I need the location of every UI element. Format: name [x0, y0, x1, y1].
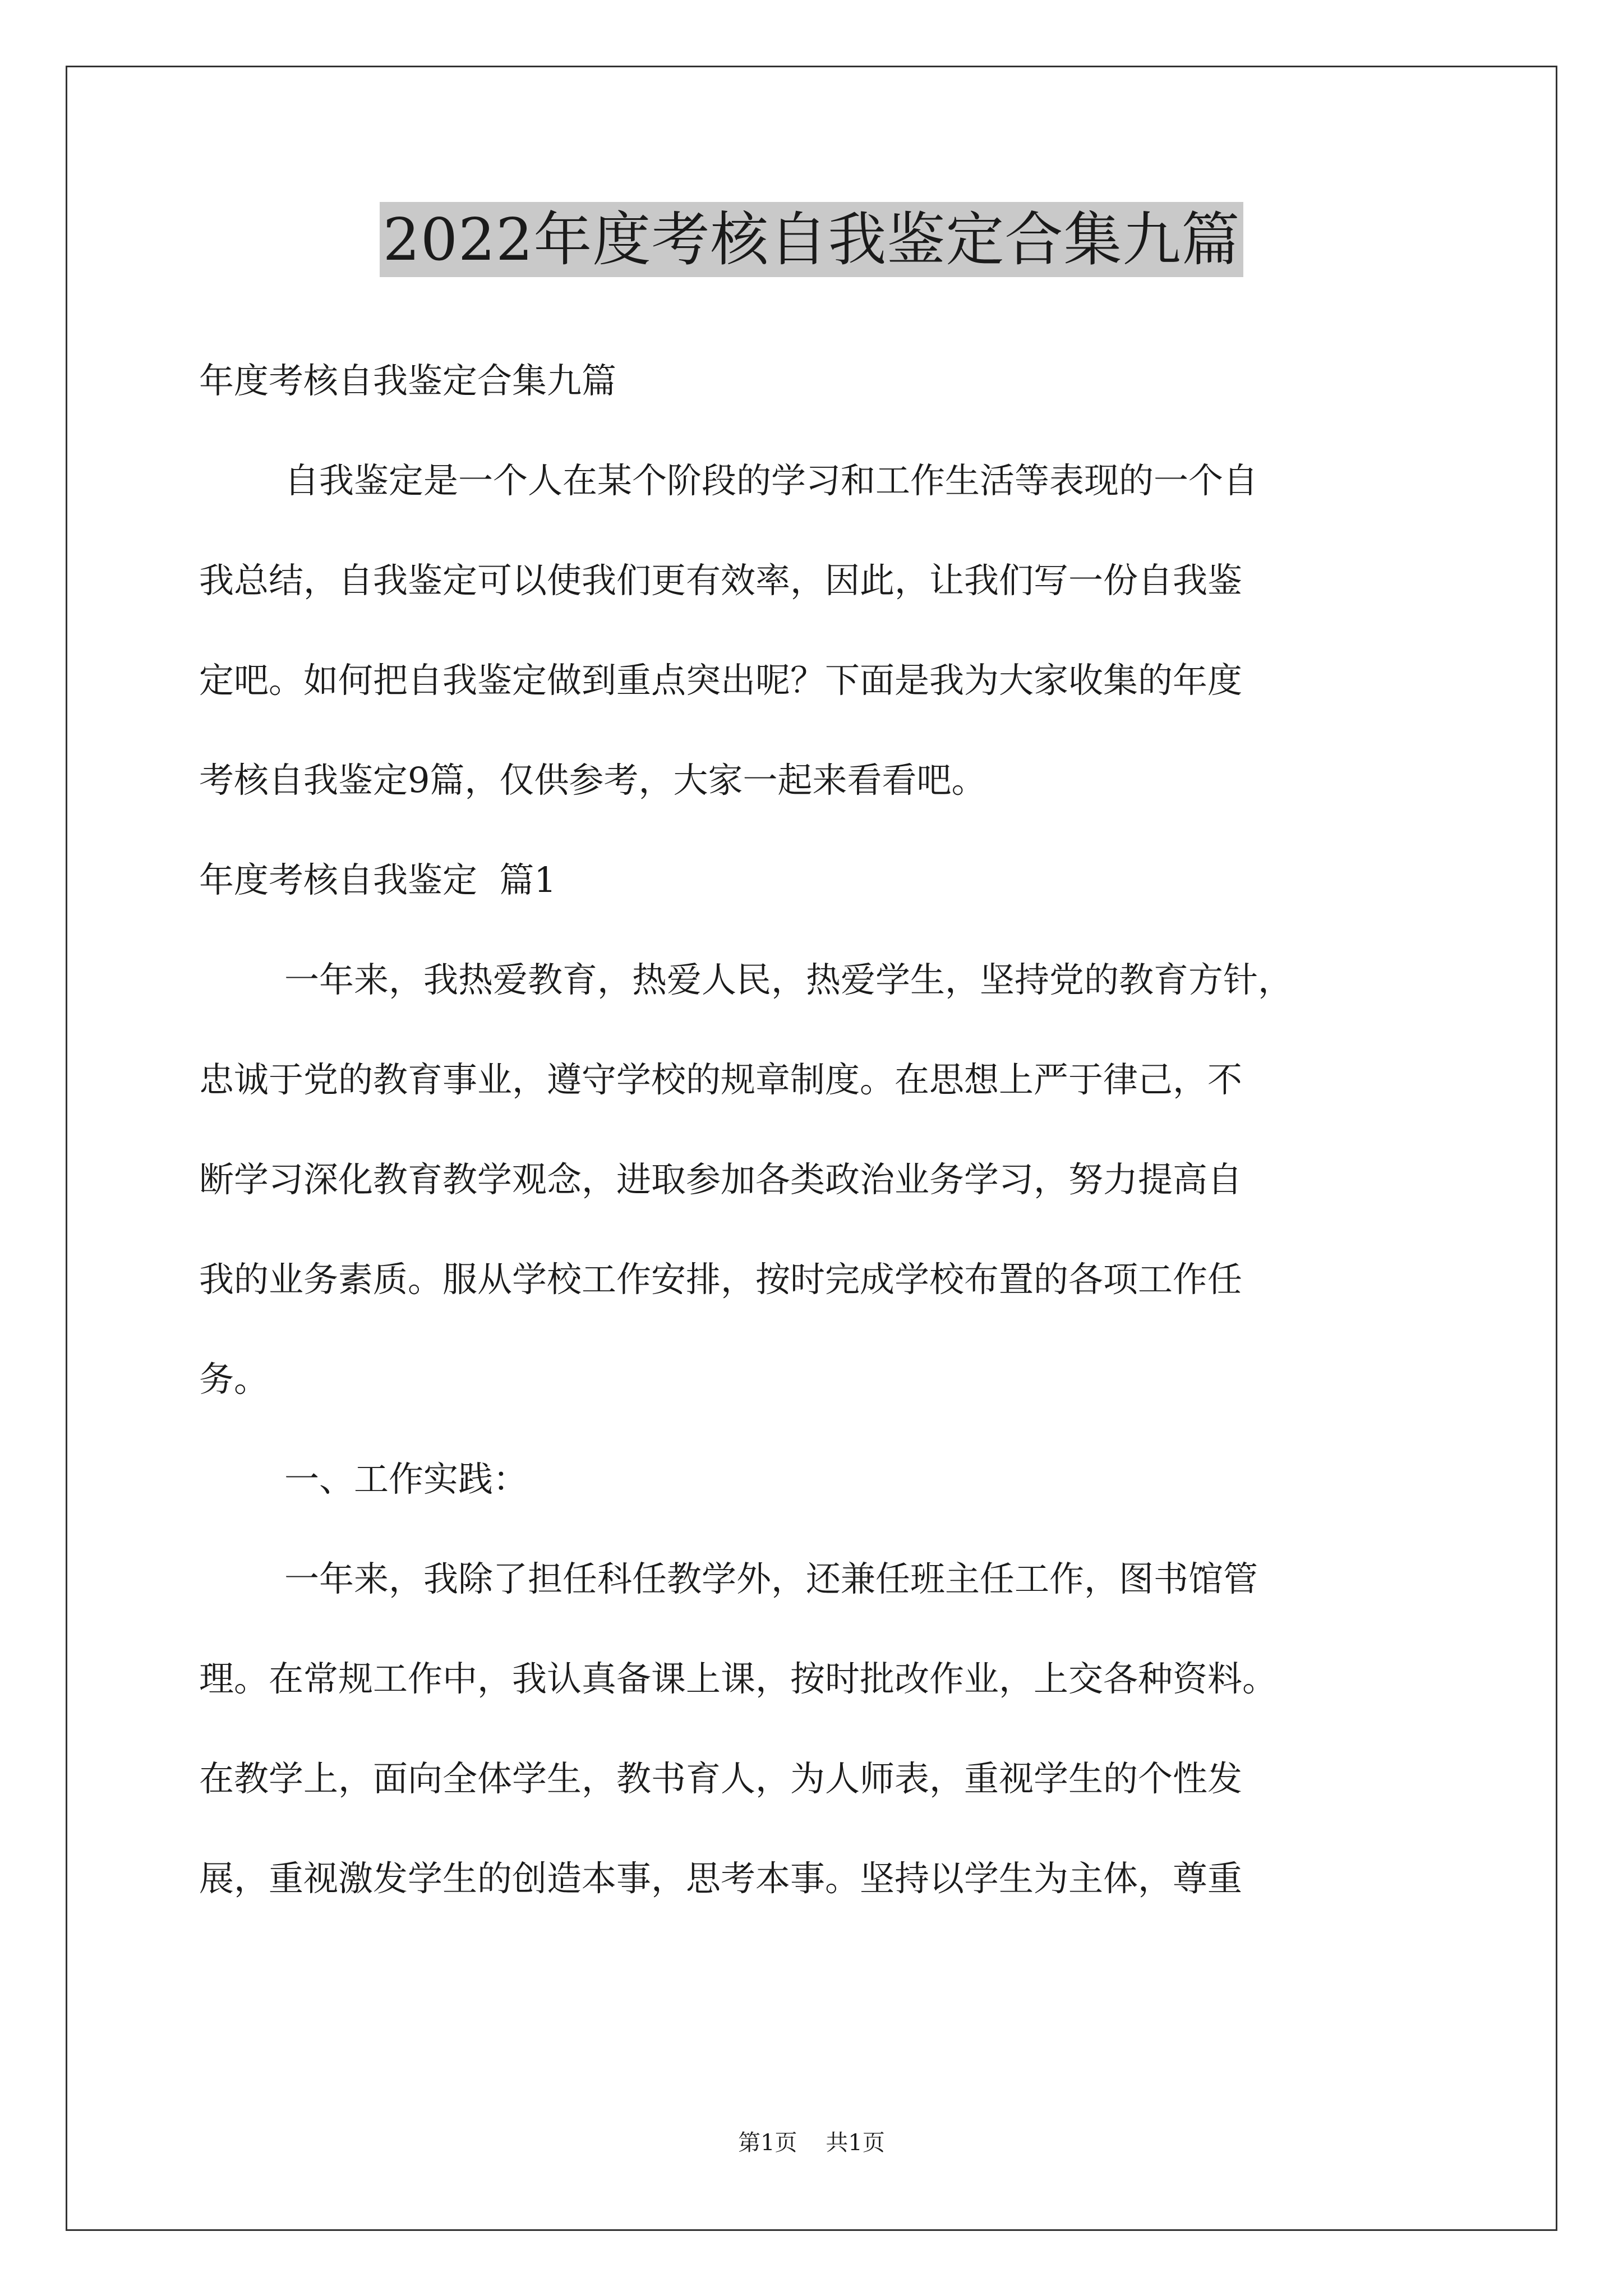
- document-body: [199, 331, 1433, 1929]
- title-container: [0, 202, 1623, 277]
- paragraph-line: 断学习深化教育教学观念，进取参加各类政治业务学习，努力提高自: [199, 1159, 1243, 1200]
- subtitle-line: 年度考核自我鉴定合集九篇: [199, 360, 617, 401]
- paragraph-line: 在教学上，面向全体学生，教书育人，为人师表，重视学生的个性发: [199, 1758, 1243, 1799]
- paragraph-line: 定吧。如何把自我鉴定做到重点突出呢？下面是我为大家收集的年度: [199, 660, 1243, 701]
- section-heading: 年度考核自我鉴定 篇1: [199, 859, 556, 900]
- paragraph-line: 我的业务素质。服从学校工作安排，按时完成学校布置的各项工作任: [199, 1259, 1243, 1300]
- paragraph-line: 理。在常规工作中，我认真备课上课，按时批改作业，上交各种资料。: [199, 1658, 1278, 1699]
- paragraph-line: 务。: [199, 1359, 269, 1400]
- paragraph-line: 一年来，我热爱教育，热爱人民，热爱学生，坚持党的教育方针，: [284, 959, 1293, 1000]
- subsection-heading: 一、工作实践：: [284, 1458, 528, 1499]
- page-footer: 第1页 共1页: [738, 2130, 885, 2156]
- paragraph-line: 我总结，自我鉴定可以使我们更有效率，因此，让我们写一份自我鉴: [199, 560, 1243, 601]
- paragraph-line: 展，重视激发学生的创造本事，思考本事。坚持以学生为主体，尊重: [199, 1858, 1243, 1899]
- document-title: 2022年度考核自我鉴定合集九篇: [380, 202, 1244, 277]
- paragraph-line: 自我鉴定是一个人在某个阶段的学习和工作生活等表现的一个自: [284, 460, 1258, 501]
- paragraph-line: 忠诚于党的教育事业，遵守学校的规章制度。在思想上严于律己，不: [199, 1059, 1243, 1100]
- paragraph-line: 考核自我鉴定9篇，仅供参考，大家一起来看看吧。: [199, 760, 986, 800]
- paragraph-line: 一年来，我除了担任科任教学外，还兼任班主任工作，图书馆管: [284, 1558, 1258, 1599]
